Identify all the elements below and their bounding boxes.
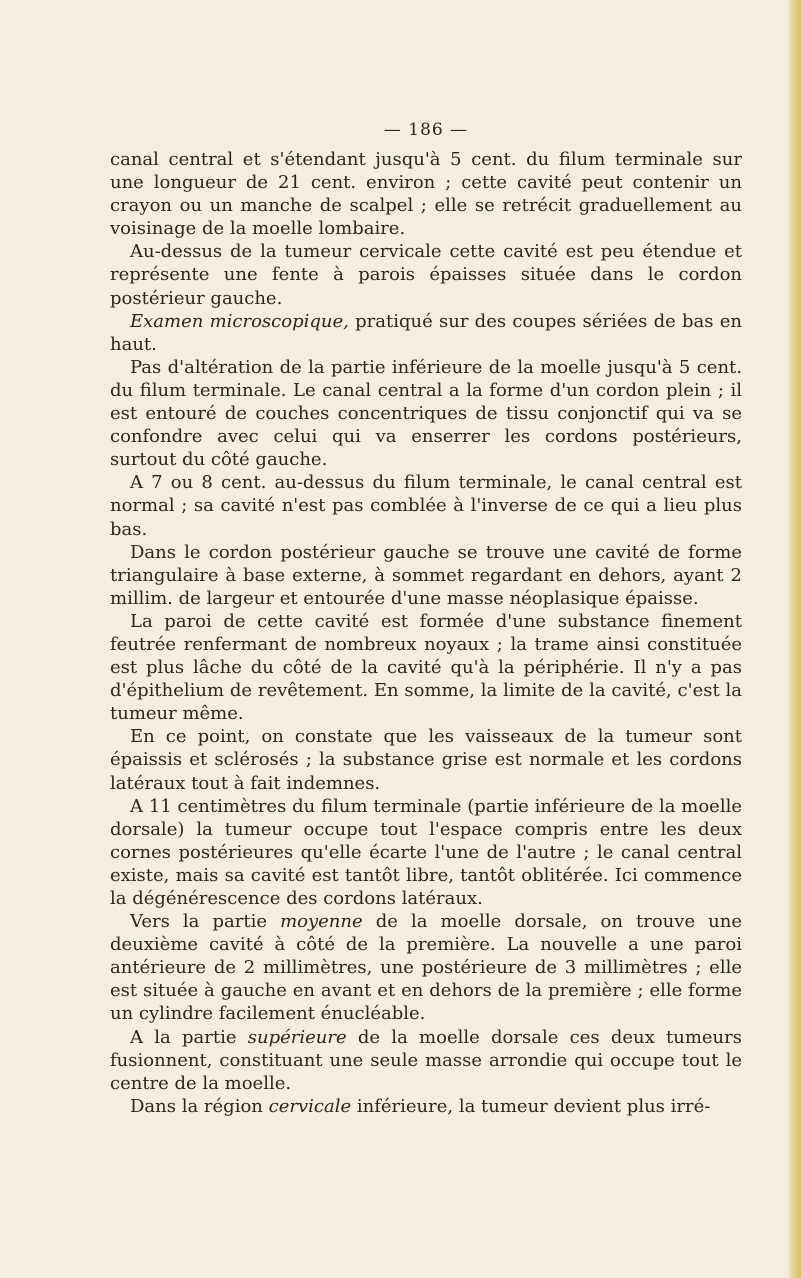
- paragraph: [110, 725, 742, 794]
- italic-text: moyenne: [280, 911, 363, 933]
- paragraph: [110, 310, 742, 356]
- paragraph-text: A 7 ou 8 cent. au-dessus du filum terminale, le canal central est normal ; sa cavité n'est pas comblée à l'inverse de ce qui a lieu plus bas.: [110, 472, 742, 540]
- paragraph: [110, 1026, 742, 1095]
- paragraph-text: pratiqué sur des coupes sériées de bas en haut.: [110, 310, 742, 355]
- paragraph-text: de la moelle dorsale ces deux tumeurs fusionnent, constituant une seule masse arrondie qui occupe tout le centre de la moelle.: [110, 1026, 742, 1094]
- italic-text: Examen microscopique,: [130, 310, 349, 332]
- paragraph-text: Pas d'altération de la partie inférieure de la moelle jusqu'à 5 cent. du filum terminale. Le canal central a la forme d'un cordon plein ; il est entouré de couches concentriques de tissu conjonctif qui va se confondre avec celui qui va enserrer les cordons postérieurs, surtout du côté gauche.: [110, 356, 742, 471]
- document-page: [110, 120, 742, 1118]
- paragraph-text: A la partie: [130, 1026, 248, 1048]
- paragraph-text: Vers la partie: [130, 911, 281, 933]
- paragraph: [110, 1095, 742, 1118]
- paragraph: [110, 541, 742, 610]
- paragraph-text: En ce point, on constate que les vaisseaux de la tumeur sont épaissis et sclérosés ; la substance grise est normale et les cordons latéraux tout à fait indemnes.: [110, 726, 742, 794]
- italic-text: cervicale: [268, 1095, 352, 1117]
- italic-text: supérieure: [247, 1026, 347, 1048]
- paragraph-text: Au-dessus de la tumeur cervicale cette cavité est peu étendue et représente une fente à parois épaisses située dans le cordon postérieur gauche.: [110, 241, 742, 309]
- paragraph-text: de la moelle dorsale, on trouve une deuxième cavité à côté de la première. La nouvelle a une paroi antérieure de 2 millimètres, une postérieure de 3 millimètres ; elle est située à gauche en avant et en dehors de la première ; elle forme un cylindre facilement énucléable.: [110, 911, 743, 1025]
- paragraph-text: Dans le cordon postérieur gauche se trouve une cavité de forme triangulaire à base externe, à sommet regardant en dehors, ayant 2 millim. de largeur et entourée d'une masse néoplasique épaisse.: [110, 541, 742, 609]
- paragraph-text: La paroi de cette cavité est formée d'une substance finement feutrée renfermant de nombreux noyaux ; la trame ainsi constituée est plus lâche du côté de la cavité qu'à la périphérie. Il n'y a pas d'épithelium de revêtement. En somme, la limite de la cavité, c'est la tumeur même.: [110, 610, 742, 725]
- paragraph: [110, 148, 742, 240]
- paragraph: [110, 910, 742, 1025]
- paragraph-text: A 11 centimètres du filum terminale (partie inférieure de la moelle dorsale) la tumeur occupe tout l'espace compris entre les deux cornes postérieures qu'elle écarte l'une de l'autre ; le canal central existe, mais sa cavité est tantôt libre, tantôt oblitérée. Ici commence la dégénérescence des cordons latéraux.: [110, 795, 742, 909]
- paragraph: [110, 240, 742, 309]
- paragraph: [110, 471, 742, 540]
- paragraph-text: inférieure, la tumeur devient plus irré-: [351, 1095, 711, 1117]
- paragraph: [110, 795, 742, 910]
- page-edge-shadow: [787, 0, 801, 1278]
- paragraph-text: canal central et s'étendant jusqu'à 5 cent. du filum terminale sur une longueur de 21 cent. environ ; cette cavité peut contenir un crayon ou un manche de scalpel ; elle se retrécit graduellement au voisinage de la moelle lombaire.: [110, 149, 742, 240]
- page-number: — 186 —: [383, 120, 469, 140]
- paragraph: [110, 356, 742, 471]
- paragraph-text: Dans la région: [130, 1095, 269, 1117]
- paragraph: [110, 610, 742, 725]
- body-text: [110, 148, 742, 1118]
